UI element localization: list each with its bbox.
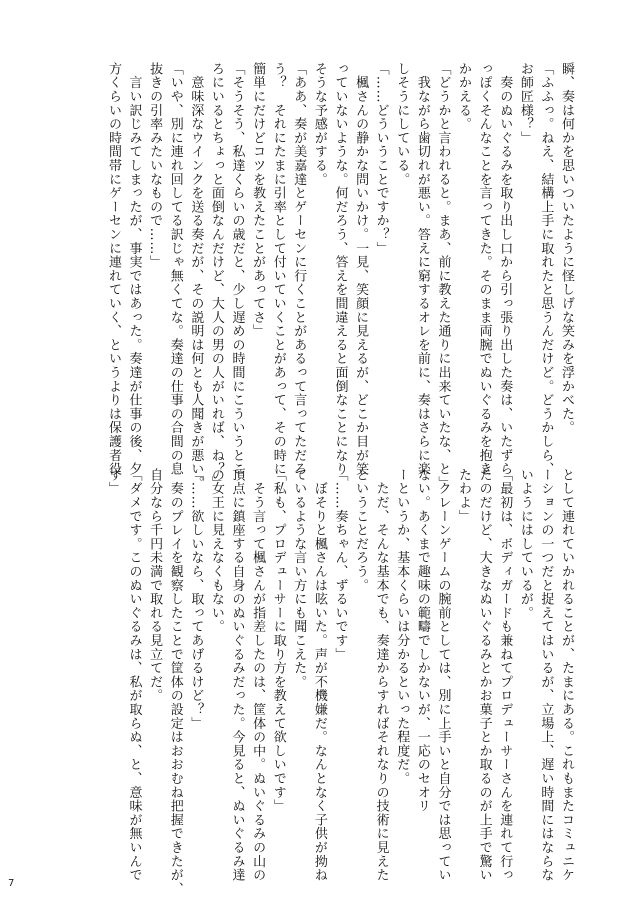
text-line: 「ふふっ。ねえ、結構上手に取れたと思うんだけど。どうかしら、 xyxy=(538,62,554,476)
text-line: ているような言い方にも聞こえた。 xyxy=(291,468,307,689)
text-line: 頂点に鎮座する自身のぬいぐるみだった。今見ると、ぬいぐるみ達 xyxy=(229,468,245,882)
text-line: ということだろう。 xyxy=(353,468,369,593)
text-line: 意味深なウインクを送る奏だが、その説明は何とも人聞きが悪い。 xyxy=(188,62,204,490)
text-line: クレーンゲームの腕前としては、別に上手いと自分では思ってい xyxy=(435,468,451,882)
text-line: 「ダメです。このぬいぐるみは、私が取らぬ、と、意味が無いんで xyxy=(126,468,142,882)
text-line: 言い訳じみてしまったが、事実ではあった。奏達が仕事の後、夕 xyxy=(126,62,142,476)
text-line: 簡単にだけどコツを教えたことがあってさ」 xyxy=(250,62,266,338)
text-line: 自分なら千円未満で取れる見立てだ。 xyxy=(147,468,163,703)
text-line: 我ながら歯切れが悪い。答えに窮するオレを前に、奏はさらに楽 xyxy=(414,62,430,476)
text-line: ーションの一つだと捉えてはいるが、立場上、遅い時間にはならな xyxy=(538,468,554,882)
text-line: 「最初は、ボディガードも兼ねてプロデューサーさんを連れて行っ xyxy=(497,468,513,882)
text-line: の女王に見えなくもない。 xyxy=(208,468,224,634)
text-line: 抜きの引率みたいなもので……」 xyxy=(147,62,163,269)
text-line: お師匠様？」 xyxy=(517,62,533,145)
lower-text-block xyxy=(102,468,576,896)
text-line: たのだけど、大きなぬいぐるみとかお菓子とか取るのが上手で驚い xyxy=(476,468,492,882)
text-line: ぼそりと楓さんは呟いた。声が不機嫌だ。なんとなく子供が拗ね xyxy=(311,468,327,882)
text-line: ない。あくまで趣味の範疇でしかないが、一応のセオリ xyxy=(414,468,430,813)
text-line: 「いや、別に連れ回してる訳じゃ無くてな。奏達の仕事の合間の息 xyxy=(167,62,183,476)
text-line: 奏のプレイを観察したことで筐体の設定はおおむね把握できたが、 xyxy=(167,468,183,896)
page-number: 7 xyxy=(8,878,15,889)
text-line: 「……欲しいなら、取ってあげるけど？」 xyxy=(188,468,204,731)
text-line: そう言って楓さんが指差したのは、筐体の中。ぬいぐるみの山の xyxy=(250,468,266,882)
text-line: たわよ」 xyxy=(456,468,472,524)
text-line: そうな予感がする。 xyxy=(311,62,327,187)
text-line: っていないような。何だろう、答えを間違えると面倒なことになり xyxy=(332,62,348,476)
text-line: かかえる。 xyxy=(456,62,472,131)
text-line: す」 xyxy=(105,468,121,496)
text-line: 「……奏ちゃん、ずるいです」 xyxy=(332,468,348,662)
text-line: 「そうそう、私達くらいの歳だと、少し遅めの時間にこういうとこ xyxy=(229,62,245,476)
text-line: 「……どういうことですか？」 xyxy=(373,62,389,256)
upper-text-block xyxy=(102,62,576,490)
text-line: として連れていかれることが、たまにある。これもまたコミュニケ xyxy=(559,468,574,882)
text-line: しそうにしている。 xyxy=(394,62,410,187)
text-line: 奏のぬいぐるみを取り出し口から引っ張り出した奏は、いたずら xyxy=(497,62,513,476)
text-line: 「ああ、奏が美嘉達とゲーセンに行くことがあるって言ってただろ xyxy=(291,62,307,476)
text-line: 瞬、奏は何かを思いついたように怪しげな笑みを浮かべた。 xyxy=(559,62,574,435)
text-line: 「どうかと言われると。まあ、前に教えた通りに出来ていたな、と」 xyxy=(435,62,451,490)
text-line: ーというか、基本くらいは分かるといった程度だ。 xyxy=(394,468,410,786)
text-line: 楓さんの静かな問いかけ。一見、笑顔に見えるが、どこか目が笑 xyxy=(353,62,369,476)
text-line: 方くらいの時間帯にゲーセンに連れていく、というよりは保護者役 xyxy=(105,62,121,476)
text-line: っぽくそんなことを言ってきた。そのまま両腕でぬいぐるみを抱き xyxy=(476,62,492,476)
text-line: ろにいるとちょっと面倒なんだけど、大人の男の人がいれば、ね？」 xyxy=(208,62,224,490)
text-line: 「私も、プロデューサーに取り方を教えて欲しいです」 xyxy=(270,468,286,813)
text-line: いようにはしているが。 xyxy=(517,468,533,620)
text-line: ただ、そんな基本でも、奏達からすればそれなりの技術に見えた xyxy=(373,468,389,882)
text-line: う？ それにたまに引率として付いていくことがあって、その時に xyxy=(270,62,286,476)
